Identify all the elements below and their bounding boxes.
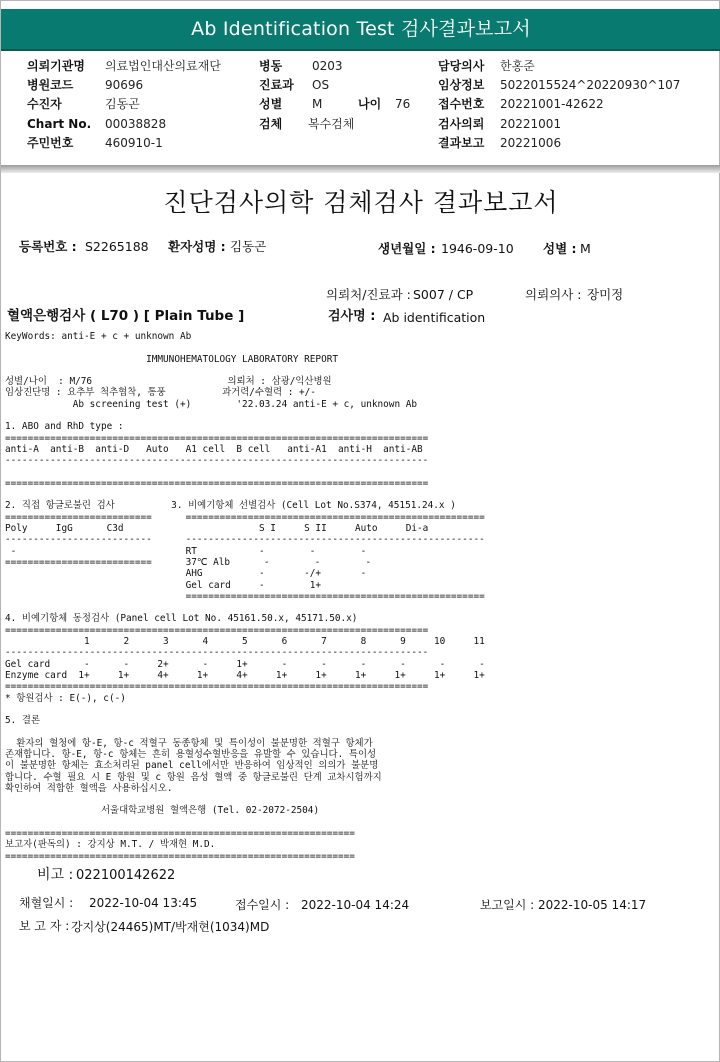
note-value: 022100142622: [76, 868, 176, 883]
hospital-code-value: 90696: [105, 78, 144, 92]
patient-sex-value: M: [580, 241, 591, 256]
chart-no-value: 00038828: [105, 117, 167, 131]
institution-value: 의료법인대산의료재단: [105, 59, 221, 73]
receipt-no-label: 접수번호: [438, 97, 485, 111]
resident-no-value: 460910-1: [105, 136, 163, 150]
request-date-value: 20221001: [500, 117, 562, 131]
specimen-label: 검체: [259, 117, 283, 131]
report-date-label: 결과보고: [438, 136, 485, 150]
banner-divider: [1, 49, 720, 51]
doctor-label: 담당의사: [438, 59, 485, 73]
collected-label: 채혈일시 :: [19, 896, 74, 910]
age-label: 나이: [358, 97, 382, 111]
resident-no-label: 주민번호: [27, 136, 74, 150]
request-date-label: 검사의뢰: [438, 117, 485, 131]
report-banner-title: Ab Identification Test 검사결과보고서: [1, 9, 720, 49]
report-date-value: 20221006: [500, 136, 562, 150]
clinical-info-label: 임상정보: [438, 78, 485, 92]
department-label: 진료과: [259, 78, 294, 92]
recipient-label: 수진자: [27, 97, 62, 111]
recipient-value: 김동곤: [105, 97, 140, 111]
received-value: 2022-10-04 14:24: [301, 898, 410, 912]
birth-date-label: 생년월일 :: [378, 241, 436, 256]
requester-dept-label: 의뢰처/진료과 :: [326, 287, 411, 302]
birth-date-value: 1946-09-10: [441, 241, 514, 256]
section-title: 혈액은행검사 ( L70 ) [ Plain Tube ]: [7, 308, 245, 324]
requesting-doctor-value: 장미정: [587, 287, 624, 302]
department-value: OS: [312, 78, 330, 92]
receipt-no-value: 20221001-42622: [500, 97, 604, 111]
requesting-doctor-label: 의뢰의사 :: [525, 287, 582, 302]
specimen-value: 복수검체: [308, 117, 355, 131]
ward-value: 0203: [312, 59, 343, 73]
document-title: 진단검사의학 검체검사 결과보고서: [163, 188, 559, 217]
chart-no-label: Chart No.: [27, 117, 92, 131]
note-label: 비고 :: [37, 867, 74, 883]
sex-label: 성별: [259, 97, 283, 111]
reported-label: 보고일시 :: [480, 898, 535, 912]
patient-sex-label: 성별 :: [543, 241, 577, 256]
reg-no-label: 등록번호 :: [19, 239, 77, 254]
reg-no-value: S2265188: [85, 239, 149, 254]
section-divider: [1, 165, 720, 173]
clinical-info-value: 5022015524^20220930^107: [500, 78, 681, 92]
test-name-value: Ab identification: [383, 310, 486, 325]
patient-name-value: 김동곤: [230, 239, 267, 254]
reporter-value: 강지상(24465)MT/박재현(1034)MD: [71, 920, 270, 934]
requester-dept-value: S007 / CP: [413, 287, 474, 302]
institution-label: 의뢰기관명: [27, 59, 85, 73]
patient-name-label: 환자성명 :: [168, 239, 226, 254]
lab-report-text: KeyWords: anti-E + c + unknown Ab IMMUNOHEMATOLOGY LABORATORY REPORT 성별/나이 : M/76 의뢰처 : 삼광/익산병원 임상진단명 : 요추부 척추협착, 통풍 과거력/수혈력 : +/- Ab screening test (+) '22.03.24 anti-E + c, unknown Ab 1. ABO and RhD type : =========================================================================== anti-A anti-B anti-D Auto A1 cell B cell anti-A1 anti-H anti-AB --------------------------------------------------------------------------- =========================================================================== 2. 직접 항글로불린 검사 3. 비예기항체 선별검사 (Cell Lot No.S374, 45151.24.x ) ========================== ===================================================== Poly IgG C3d S I S II Auto Di-a -------------------------- ----------------------------------------------------- - RT - - - ========================== 37℃ Alb - - - AHG - -/+ - Gel card - 1+ ===================================================== 4. 비예기항체 동정검사 (Panel cell Lot No. 45161.50.x, 45171.50.x) =========================================================================== 1 2 3 4 5 6 7 8 9 10 11 --------------------------------------------------------------------------- Gel card - - 2+ - 1+ - - - - - - Enzyme card 1+ 1+ 4+ 1+ 4+ 1+ 1+ 1+ 1+ 1+ 1+ =========================================================================== * 항원검사 : E(-), c(-) 5. 결론 환자의 혈청에 항-E, 항-c 적혈구 동종항체 및 특이성이 불분명한 적혈구 항체가 존재합니다. 항-E, 항-c 항체는 흔히 용혈성수혈반응을 유발할 수 있습니다. 특이성 이 불분명한 항체는 효소처리된 panel cell에서만 반응하여 임상적인 의의가 불분명 합니다. 수혈 필요 시 E 항원 및 c 항원 음성 혈액 중 항글로불린 단계 교차시험까지 확인하여 적합한 혈액을 사용하십시오. 서울대학교병원 혈액은행 (Tel. 02-2072-2504) ============================================================== 보고자(판독의) : 강지상 M.T. / 박재현 M.D. ==============================================================: [5, 331, 485, 862]
received-label: 접수일시 :: [235, 898, 290, 912]
age-value: 76: [395, 97, 411, 111]
sex-value: M: [312, 97, 323, 111]
ward-label: 병동: [259, 59, 283, 73]
collected-value: 2022-10-04 13:45: [89, 896, 198, 910]
hospital-code-label: 병원코드: [27, 78, 74, 92]
doctor-value: 한홍준: [500, 59, 535, 73]
reported-value: 2022-10-05 14:17: [538, 898, 647, 912]
reporter-label: 보 고 자 :: [19, 919, 70, 933]
test-name-label: 검사명 :: [328, 309, 376, 324]
